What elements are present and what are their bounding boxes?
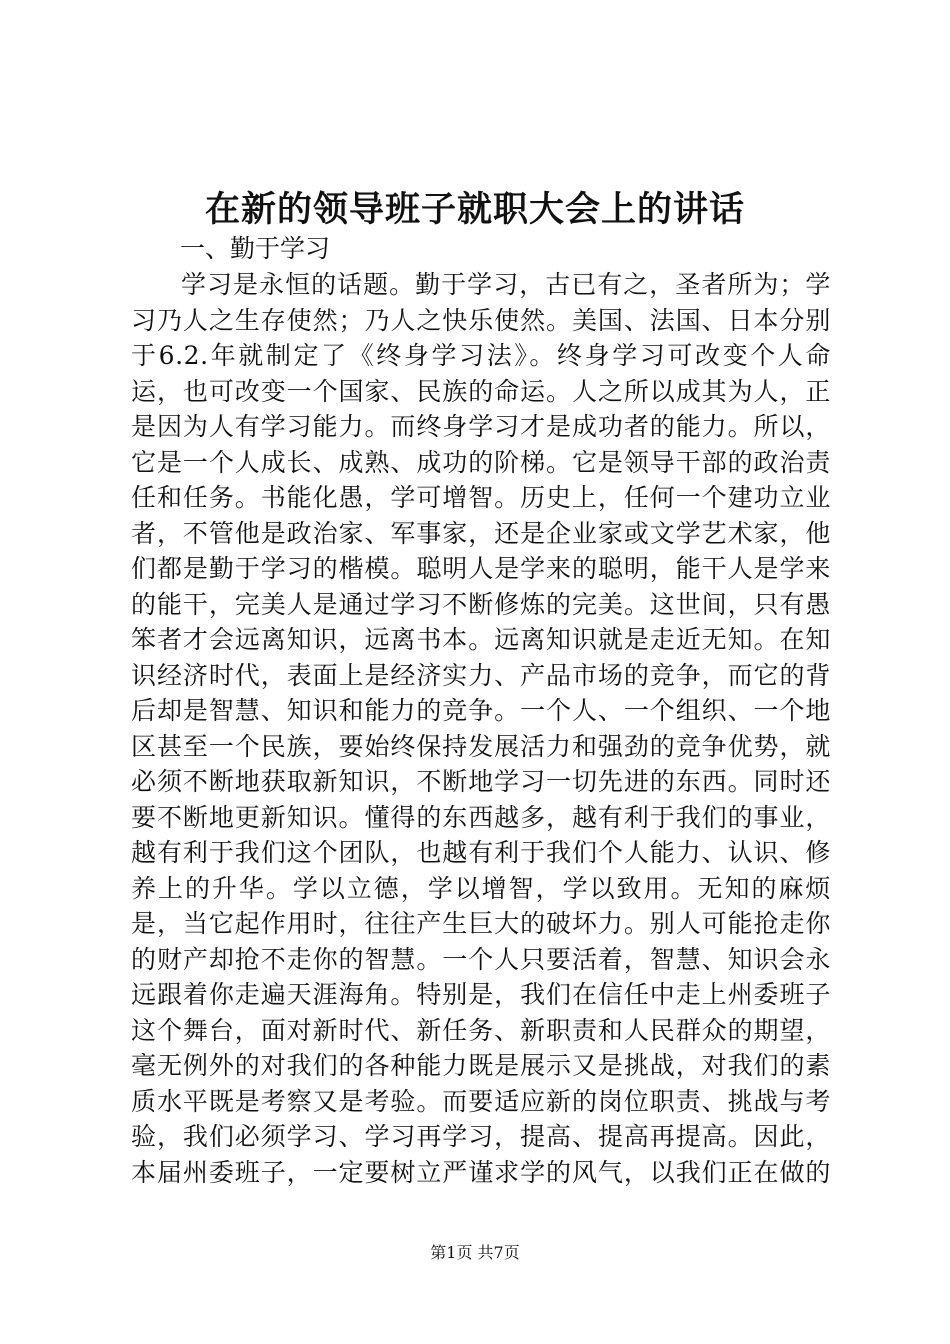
body-paragraph: 学习是永恒的话题。勤于学习，古已有之，圣者所为；学习乃人之生存使然；乃人之快乐使然。美国、法国、日本分别于6.2.年就制定了《终身学习法》。终身学习可改变个人命运，也可改变一个国家、民族的命运。人之所以成其为人，正是因为人有学习能力。而终身学习才是成功者的能力。所以，它是一个人成长、成熟、成功的阶梯。它是领导干部的政治责任和任务。书能化愚，学可增智。历史上，任何一个建功立业者，不管他是政治家、军事家，还是企业家或文学艺术家，他们都是勤于学习的楷模。聪明人是学来的聪明，能干人是学来的能干，完美人是通过学习不断修炼的完美。这世间，只有愚笨者才会远离知识，远离书本。远离知识就是走近无知。在知识经济时代，表面上是经济实力、产品市场的竞争，而它的背后却是智慧、知识和能力的竞争。一个人、一个组织、一个地区甚至一个民族，要始终保持发展活力和强劲的竞争优势，就必须不断地获取新知识，不断地学习一切先进的东西。同时还要不断地更新知识。懂得的东西越多，越有利于我们的事业，越有利于我们这个团队，也越有利于我们个人能力、认识、修养上的升华。学以立德，学以增智，学以致用。无知的麻烦是，当它起作用时，往往产生巨大的破坏力。别人可能抢走你的财产却抢不走你的智慧。一个人只要活着，智慧、知识会永远跟着你走遍天涯海角。特别是，我们在信任中走上州委班子这个舞台，面对新时代、新任务、新职责和人民群众的期望，毫无例外的对我们的各种能力既是展示又是挑战，对我们的素质水平既是考察又是考验。而要适应新的岗位职责、挑战与考验，我们必须学习、学习再学习，提高、提高再提高。因此，本届州委班子，一定要树立严谨求学的风气，以我们正在做的 [131, 270, 831, 1187]
section-heading: 一、勤于学习 [180, 234, 331, 263]
page-number-footer: 第1页 共7页 [430, 1243, 520, 1262]
document-title: 在新的领导班子就职大会上的讲话 [204, 189, 745, 230]
